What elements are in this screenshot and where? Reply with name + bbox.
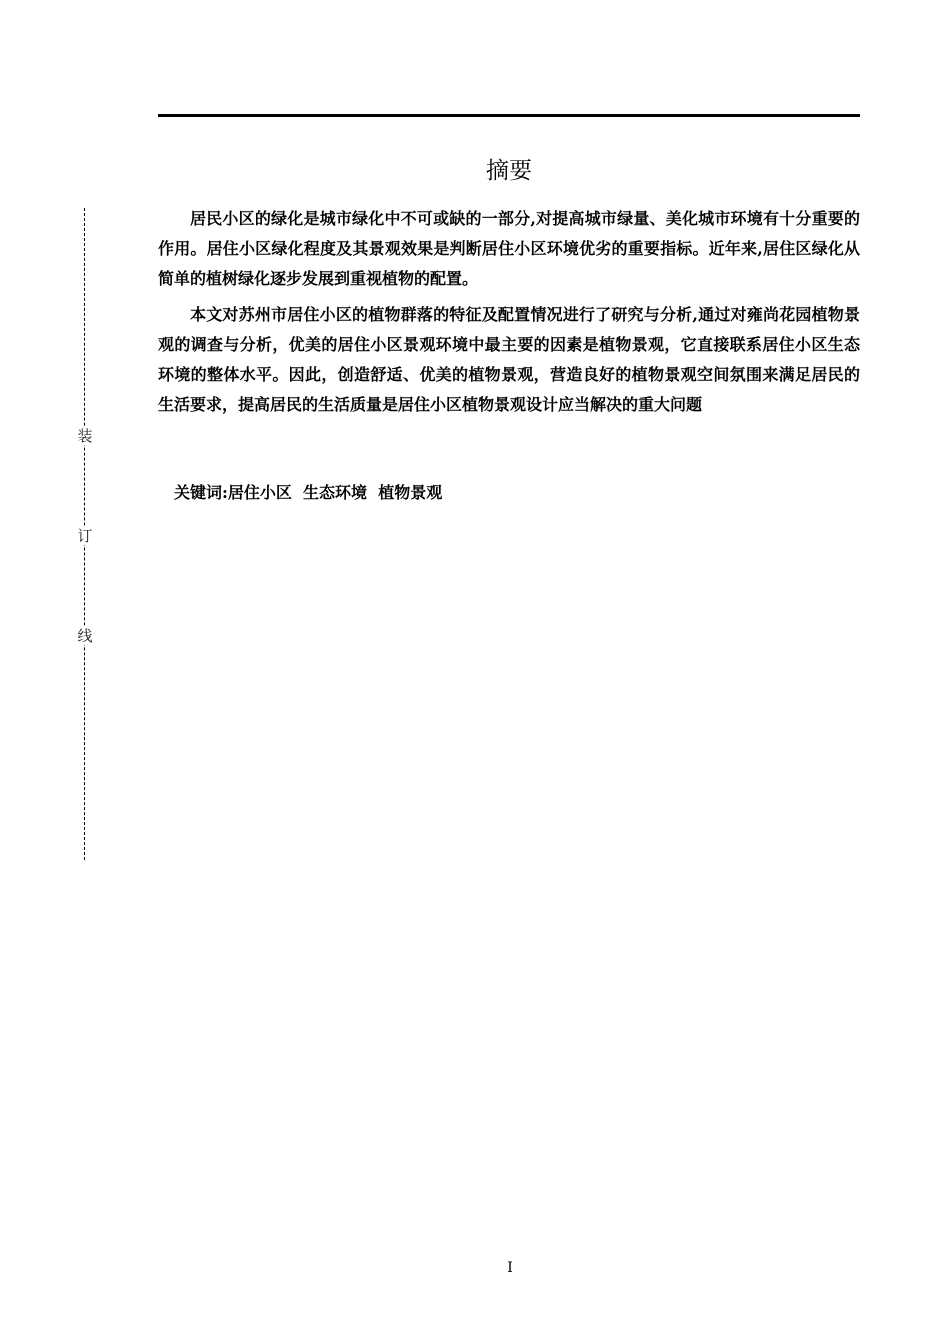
binding-label-xian: 线 bbox=[77, 627, 93, 645]
abstract-title: 摘要 bbox=[486, 158, 532, 184]
abstract-paragraph-1: 居民小区的绿化是城市绿化中不可或缺的一部分,对提高城市绿量、美化城市环境有十分重要的作用。居住小区绿化程度及其景观效果是判断居住小区环境优劣的重要指标。近年来,居住区绿化从简单的植树绿化逐步发展到重视植物的配置。 bbox=[158, 209, 860, 288]
binding-label-zhuang: 装 bbox=[77, 427, 93, 445]
binding-label-ding: 订 bbox=[77, 527, 93, 545]
keywords-line: 关键词:居住小区 生态环境 植物景观 bbox=[174, 483, 443, 502]
page-number: I bbox=[507, 1260, 513, 1276]
abstract-paragraph-2: 本文对苏州市居住小区的植物群落的特征及配置情况进行了研究与分析,通过对雍尚花园植物景观的调查与分析，优美的居住小区景观环境中最主要的因素是植物景观，它直接联系居住小区生态环境的整体水平。因此，创造舒适、优美的植物景观，营造良好的植物景观空间氛围来满足居民的生活要求，提高居民的生活质量是居住小区植物景观设计应当解决的重大问题 bbox=[158, 305, 860, 414]
header-rule bbox=[158, 114, 860, 117]
